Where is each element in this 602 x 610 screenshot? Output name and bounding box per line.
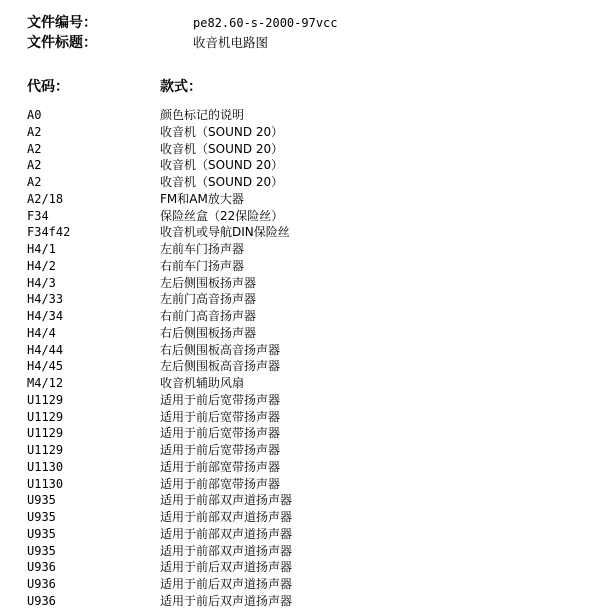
- table-row: [27, 543, 587, 560]
- row-style: 适用于前部双声道扬声器: [160, 493, 293, 508]
- row-code: U935: [27, 526, 56, 541]
- file-number-value: pe82.60-s-2000-97vcc: [193, 16, 338, 30]
- file-title-row: [27, 34, 587, 52]
- row-code: A2: [27, 175, 42, 189]
- row-code: F34f42: [27, 225, 71, 240]
- table-row: [27, 275, 587, 292]
- table-row: [27, 224, 587, 241]
- row-style: 收音机（SOUND 20）: [160, 158, 284, 173]
- table-row: [27, 124, 587, 141]
- row-style: 适用于前后双声道扬声器: [160, 577, 293, 591]
- table-row: [27, 342, 587, 359]
- table-row: [27, 576, 587, 593]
- table-row: [27, 258, 587, 275]
- row-code: U1129: [27, 409, 64, 424]
- row-style: 适用于前部宽带扬声器: [160, 459, 281, 474]
- row-code: U936: [27, 577, 56, 591]
- row-code: H4/44: [27, 342, 64, 357]
- row-code: U1129: [27, 392, 64, 407]
- row-code: M4/12: [27, 376, 64, 390]
- row-style: 适用于前后双声道扬声器: [160, 560, 293, 575]
- row-code: H4/2: [27, 258, 56, 273]
- table-row: [27, 308, 587, 325]
- table-row: [27, 526, 587, 543]
- row-code: U935: [27, 543, 56, 558]
- table-row: [27, 241, 587, 258]
- row-code: U1129: [27, 443, 64, 457]
- row-code: U936: [27, 560, 56, 575]
- row-style: 左前车门扬声器: [160, 242, 245, 256]
- row-style: 适用于前后宽带扬声器: [160, 392, 281, 407]
- file-title-label: 文件标题：: [27, 35, 97, 51]
- row-code: H4/3: [27, 275, 56, 290]
- column-header-style: 款式：: [160, 79, 202, 95]
- row-style: 收音机或导航DIN保险丝: [160, 225, 290, 240]
- parts-list: [27, 107, 587, 610]
- table-row: [27, 325, 587, 342]
- table-row: [27, 208, 587, 225]
- row-style: 收音机（SOUND 20）: [160, 175, 284, 189]
- row-style: 保险丝盒（22保险丝）: [160, 208, 284, 223]
- row-code: A2: [27, 158, 42, 173]
- row-code: F34: [27, 208, 49, 223]
- file-number-label: 文件编号：: [27, 15, 97, 31]
- row-style: 适用于前后双声道扬声器: [160, 593, 293, 608]
- row-code: H4/33: [27, 292, 64, 307]
- table-row: [27, 476, 587, 493]
- row-style: 右前门高音扬声器: [160, 309, 257, 323]
- row-style: 左前门高音扬声器: [160, 292, 257, 307]
- row-code: U936: [27, 593, 56, 608]
- row-style: FM和AM放大器: [160, 191, 244, 206]
- row-style: 收音机辅助风扇: [160, 376, 245, 390]
- row-style: 适用于前后宽带扬声器: [160, 443, 281, 457]
- row-style: 收音机（SOUND 20）: [160, 124, 284, 139]
- row-style: 适用于前部双声道扬声器: [160, 526, 293, 541]
- row-code: U935: [27, 510, 56, 524]
- row-style: 适用于前部宽带扬声器: [160, 476, 281, 491]
- row-code: H4/45: [27, 359, 64, 374]
- row-style: 适用于前后宽带扬声器: [160, 409, 281, 424]
- row-code: A2/18: [27, 191, 64, 206]
- table-row: [27, 174, 587, 191]
- file-number-row: [27, 14, 587, 32]
- row-style: 右后侧围板高音扬声器: [160, 342, 281, 357]
- row-code: U1129: [27, 426, 64, 441]
- row-style: 左后侧围板扬声器: [160, 275, 257, 290]
- table-row: [27, 375, 587, 392]
- row-code: H4/1: [27, 242, 56, 256]
- table-row: [27, 107, 587, 124]
- table-row: [27, 409, 587, 426]
- row-code: H4/4: [27, 325, 56, 340]
- row-code: A2: [27, 124, 42, 139]
- table-row: [27, 392, 587, 409]
- row-style: 右后侧围板扬声器: [160, 325, 257, 340]
- table-row: [27, 157, 587, 174]
- row-code: A0: [27, 108, 42, 122]
- row-code: U1130: [27, 476, 64, 491]
- table-row: [27, 358, 587, 375]
- row-style: 收音机（SOUND 20）: [160, 141, 284, 156]
- row-code: U935: [27, 493, 56, 508]
- row-style: 适用于前后宽带扬声器: [160, 426, 281, 441]
- table-header: [27, 77, 587, 97]
- column-header-code: 代码：: [27, 79, 69, 95]
- row-style: 适用于前部双声道扬声器: [160, 543, 293, 558]
- table-row: [27, 559, 587, 576]
- file-title-value: 收音机电路图: [193, 35, 269, 50]
- table-row: [27, 442, 587, 459]
- table-row: [27, 191, 587, 208]
- row-code: H4/34: [27, 309, 64, 323]
- row-style: 颜色标记的说明: [160, 108, 245, 122]
- row-code: U1130: [27, 459, 64, 474]
- row-style: 左后侧围板高音扬声器: [160, 359, 281, 374]
- row-style: 右前车门扬声器: [160, 258, 245, 273]
- table-row: [27, 425, 587, 442]
- row-code: A2: [27, 141, 42, 156]
- table-row: [27, 509, 587, 526]
- table-row: [27, 459, 587, 476]
- table-row: [27, 593, 587, 610]
- row-style: 适用于前部双声道扬声器: [160, 510, 293, 524]
- table-row: [27, 492, 587, 509]
- table-row: [27, 291, 587, 308]
- table-row: [27, 141, 587, 158]
